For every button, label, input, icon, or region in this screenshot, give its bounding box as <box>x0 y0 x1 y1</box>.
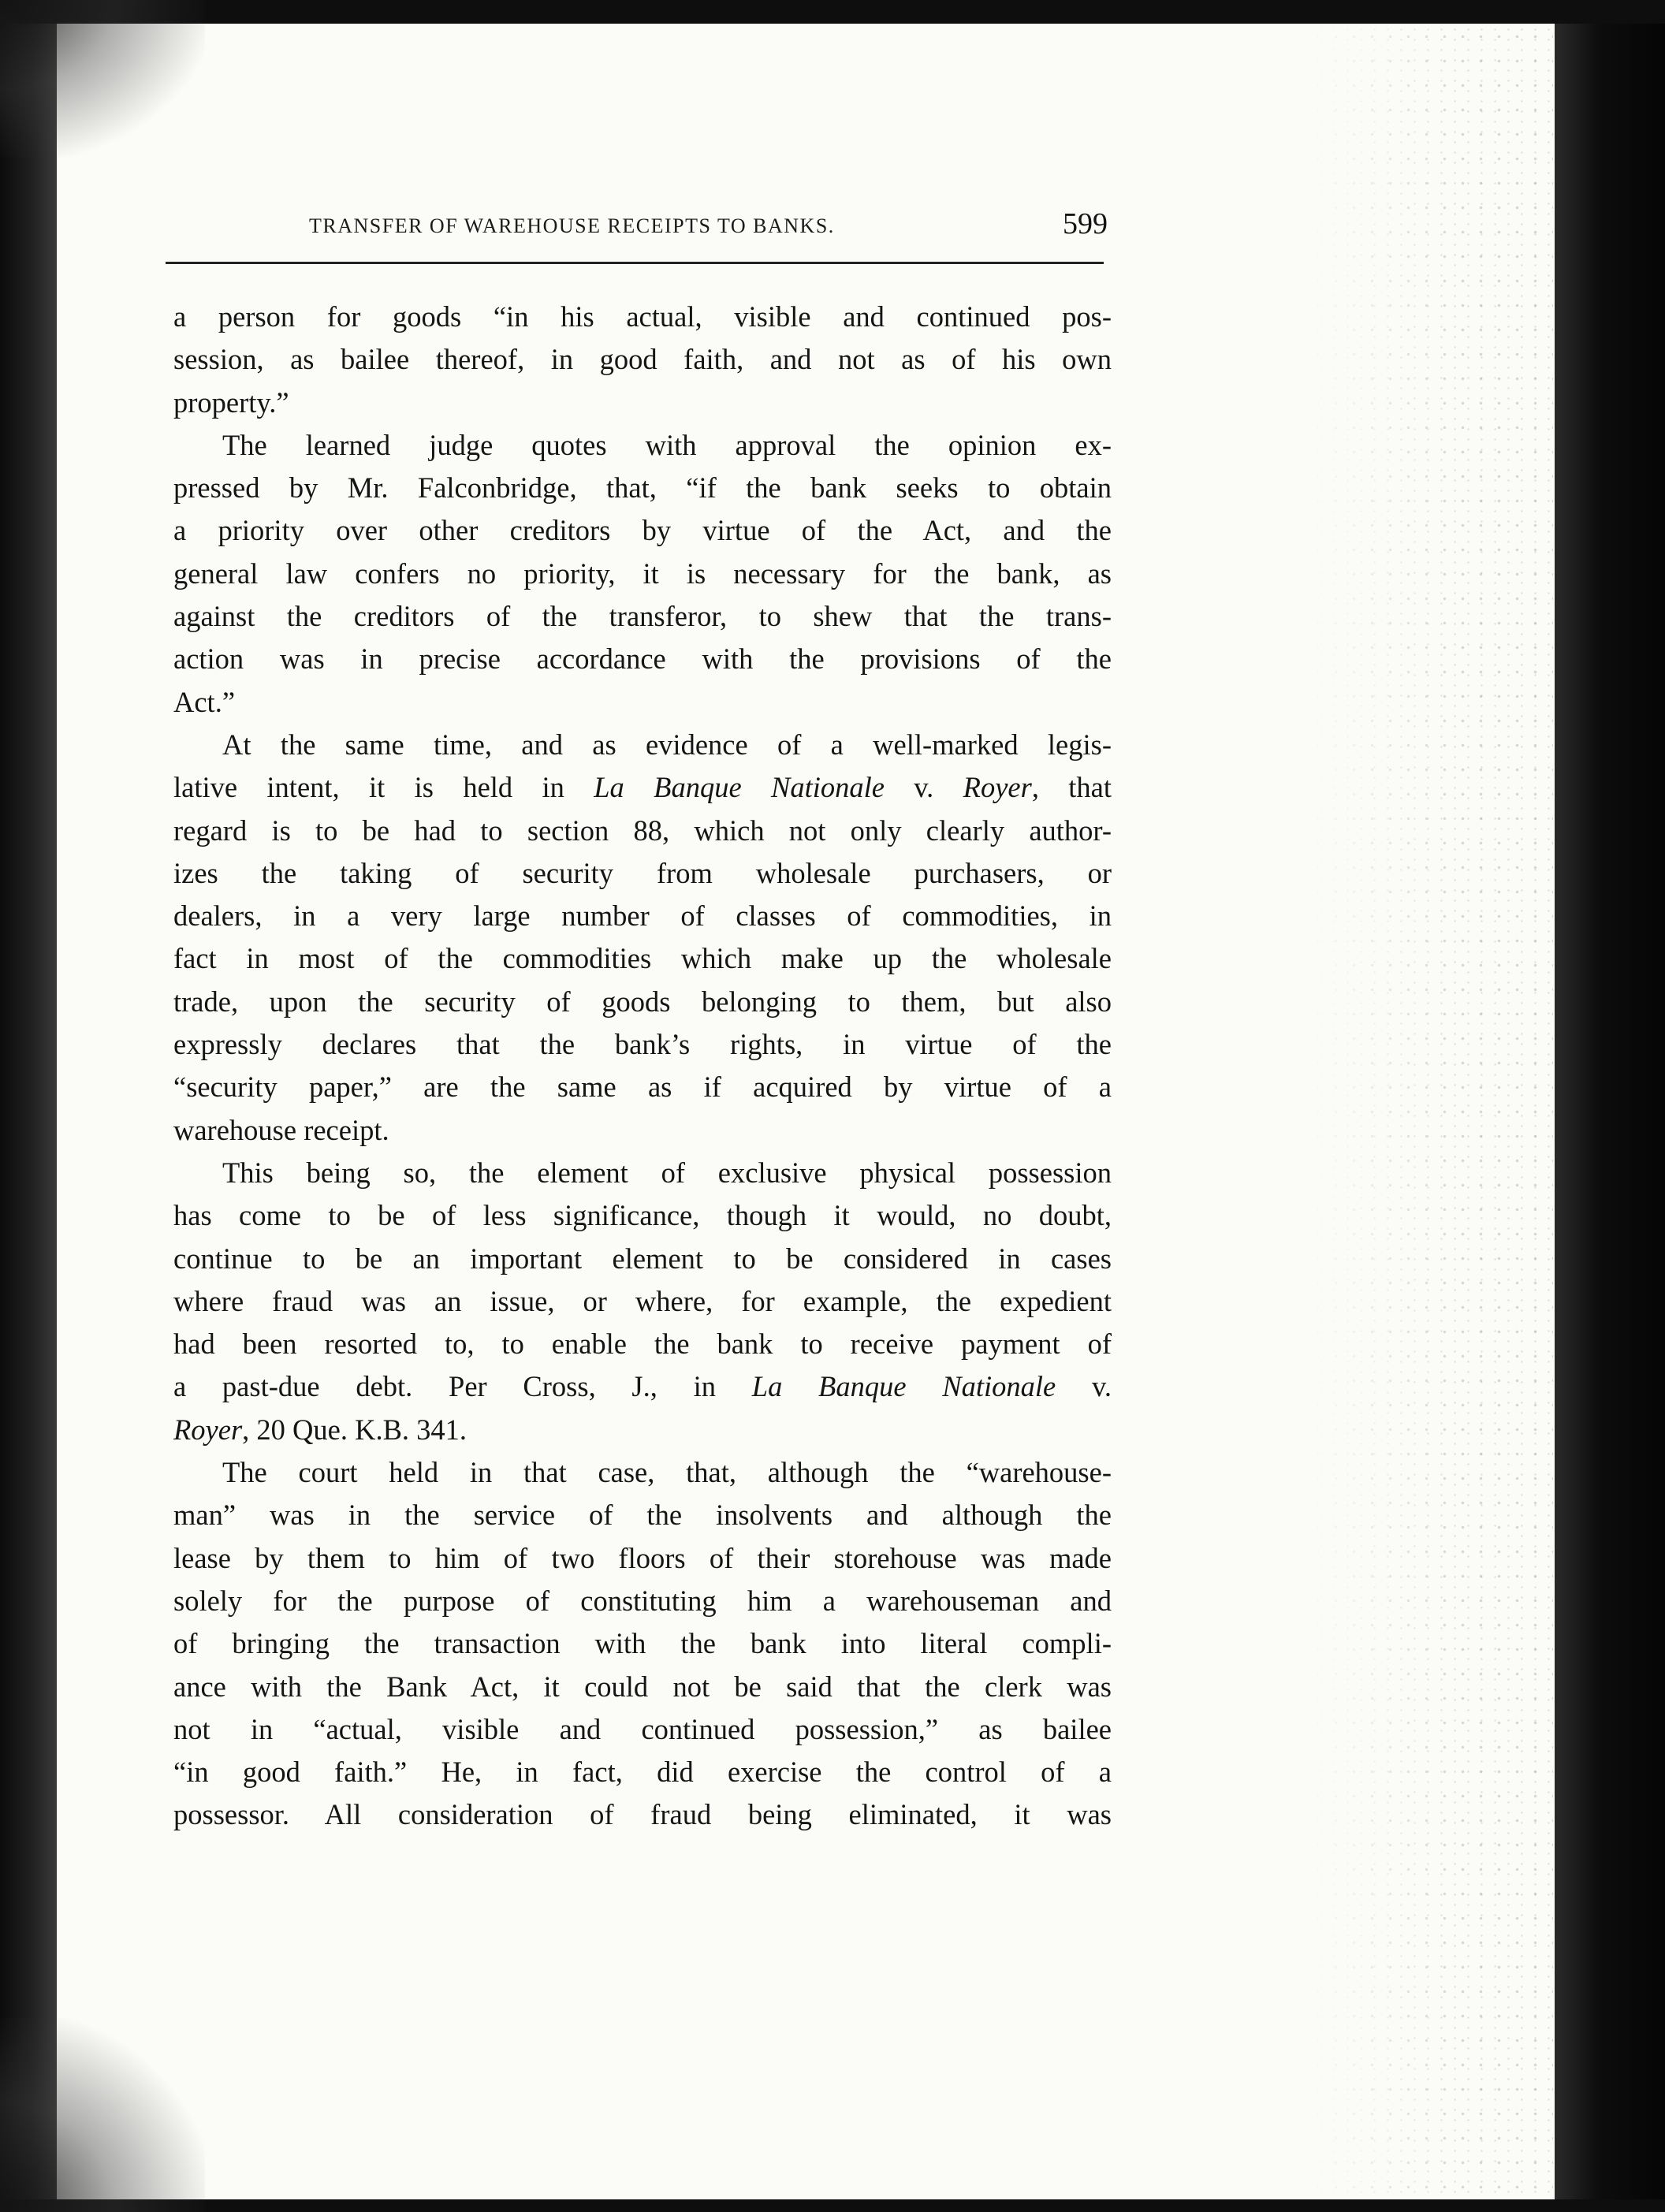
body-line: “security paper,” are the same as if acquired by virtue of a <box>173 1071 1112 1104</box>
page-number: 599 <box>1063 207 1108 240</box>
scan-edge-bottom <box>0 2199 1665 2212</box>
body-line: fact in most of the commodities which make up the wholesale <box>173 942 1112 975</box>
running-head-title: TRANSFER OF WAREHOUSE RECEIPTS TO BANKS. <box>309 214 835 237</box>
body-line: against the creditors of the transferor, to shew that the trans- <box>173 600 1112 633</box>
body-line: expressly declares that the bank’s rights, in virtue of the <box>173 1028 1112 1061</box>
body-line: a priority over other creditors by virtue of the Act, and the <box>173 514 1112 547</box>
body-line: This being so, the element of exclusive physical possession <box>222 1156 1112 1189</box>
scan-edge-left <box>0 0 57 2212</box>
body-line: “in good faith.” He, in fact, did exercise the control of a <box>173 1756 1112 1789</box>
scan-edge-right <box>1555 0 1665 2212</box>
body-line: possessor. All consideration of fraud being eliminated, it was <box>173 1798 1112 1831</box>
body-line: of bringing the transaction with the bank into literal compli- <box>173 1627 1112 1660</box>
body-line: trade, upon the security of goods belonging to them, but also <box>173 985 1112 1018</box>
body-line: The learned judge quotes with approval the opinion ex- <box>222 428 1112 461</box>
body-line: warehouse receipt. <box>173 1113 389 1146</box>
running-head-rule <box>166 262 1104 264</box>
body-line: dealers, in a very large number of classes of commodities, in <box>173 899 1112 933</box>
body-line: where fraud was an issue, or where, for example, the expedient <box>173 1284 1112 1317</box>
body-line: pressed by Mr. Falconbridge, that, “if the bank seeks to obtain <box>173 471 1112 505</box>
body-line: has come to be of less significance, though it would, no doubt, <box>173 1199 1112 1232</box>
body-line: a past-due debt. Per Cross, J., in La Banque Nationale v. <box>173 1370 1112 1403</box>
body-line: The court held in that case, that, although the “warehouse- <box>222 1456 1112 1489</box>
body-line: a person for goods “in his actual, visible and continued pos- <box>173 300 1112 333</box>
body-line: session, as bailee thereof, in good faith, and not as of his own <box>173 343 1112 376</box>
body-line: regard is to be had to section 88, which not only clearly author- <box>173 814 1112 847</box>
body-line: continue to be an important element to be considered in cases <box>173 1242 1112 1275</box>
running-head <box>166 207 1108 249</box>
body-line: had been resorted to, to enable the bank to receive payment of <box>173 1328 1112 1361</box>
body-line: lease by them to him of two floors of their storehouse was made <box>173 1541 1112 1574</box>
body-line: general law confers no priority, it is necessary for the bank, as <box>173 557 1112 590</box>
body-line: At the same time, and as evidence of a well-marked legis- <box>222 728 1112 761</box>
body-line: lative intent, it is held in La Banque Nationale v. Royer, that <box>173 771 1112 804</box>
body-line: property.” <box>173 385 289 419</box>
body-line: izes the taking of security from wholesale purchasers, or <box>173 856 1112 889</box>
scan-smudge-bottom-left <box>0 2018 205 2212</box>
scan-smudge-top-left <box>0 0 205 158</box>
scan-noise-strip <box>1309 0 1553 2212</box>
body-line: ance with the Bank Act, it could not be said that the clerk was <box>173 1670 1112 1703</box>
scan-edge-top <box>0 0 1665 24</box>
body-text <box>173 296 1112 1837</box>
body-line: not in “actual, visible and continued possession,” as bailee <box>173 1712 1112 1745</box>
body-line: solely for the purpose of constituting him a warehouseman and <box>173 1584 1112 1617</box>
body-line: action was in precise accordance with the provisions of the <box>173 642 1112 676</box>
body-line: Royer, 20 Que. K.B. 341. <box>173 1413 467 1446</box>
body-line: Act.” <box>173 685 236 718</box>
body-line: man” was in the service of the insolvents and although the <box>173 1499 1112 1532</box>
